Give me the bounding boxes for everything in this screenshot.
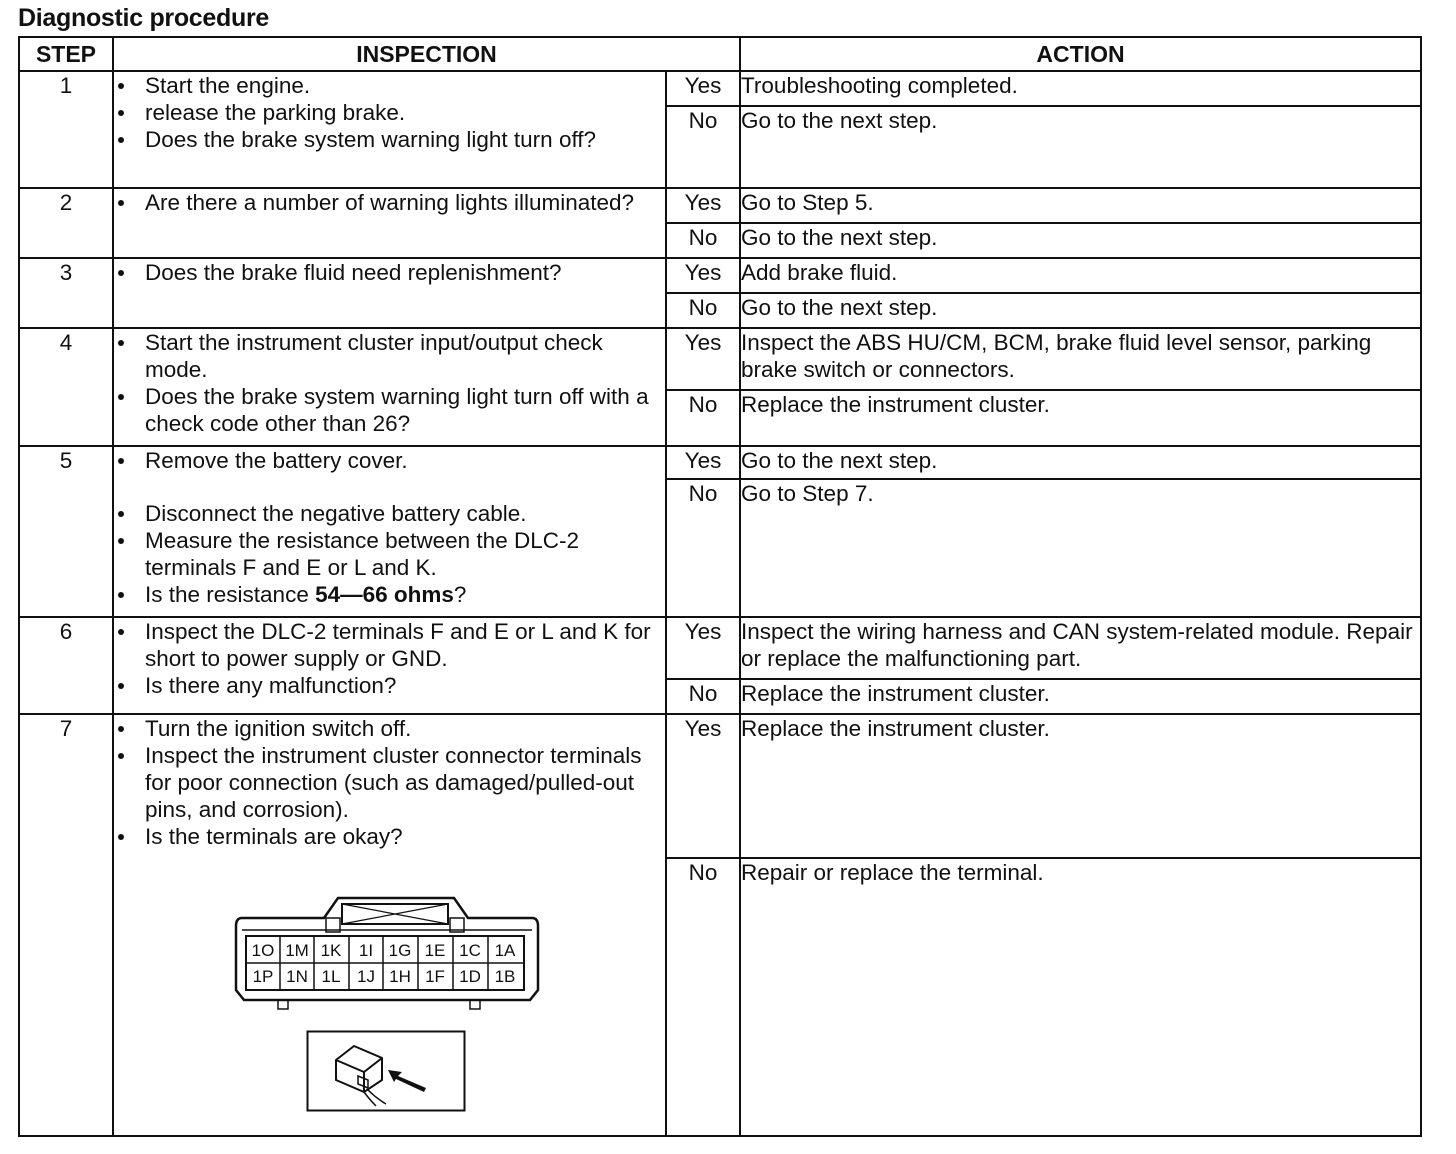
yes-action: Replace the instrument cluster. — [740, 714, 1421, 858]
table-row — [19, 71, 1421, 106]
inspection-item — [114, 581, 665, 608]
inspection-item: Inspect the instrument cluster connector terminals for poor connection (such as damaged/pulled-out pins, and corrosion). — [114, 742, 665, 823]
inspection-cell — [113, 446, 666, 617]
pin-label: 1O — [251, 941, 275, 960]
step-number: 5 — [19, 446, 113, 617]
no-label: No — [666, 293, 740, 328]
inspection-cell — [113, 71, 666, 188]
inspection-cell — [113, 258, 666, 328]
no-label: No — [666, 479, 740, 617]
pin-label: 1C — [459, 941, 481, 960]
pin-label: 1D — [459, 967, 481, 986]
yes-label: Yes — [666, 258, 740, 293]
step-number: 7 — [19, 714, 113, 1136]
pin-label: 1P — [252, 967, 274, 986]
yes-label: Yes — [666, 714, 740, 858]
inspection-item: Measure the resistance between the DLC-2 terminals F and E or L and K. — [114, 527, 665, 581]
yes-label: Yes — [666, 188, 740, 223]
pin-label: 1H — [389, 967, 411, 986]
inspection-item: Start the engine. — [114, 72, 665, 99]
inspection-text: Is the resistance — [145, 582, 316, 607]
no-label: No — [666, 858, 740, 1136]
no-action: Go to the next step. — [740, 223, 1421, 258]
view-direction-icon — [306, 1030, 466, 1112]
pin-label: 1M — [285, 941, 309, 960]
pin-label: 1F — [425, 967, 445, 986]
yes-label: Yes — [666, 328, 740, 390]
pin-label: 1K — [320, 941, 342, 960]
header-inspection: INSPECTION — [113, 37, 740, 71]
header-row — [19, 37, 1421, 71]
inspection-item: Are there a number of warning lights illuminated? — [114, 189, 665, 216]
yes-label: Yes — [666, 446, 740, 479]
yes-action: Add brake fluid. — [740, 258, 1421, 293]
pin-label: 1E — [424, 941, 446, 960]
yes-action: Troubleshooting completed. — [740, 71, 1421, 106]
inspection-text: ? — [453, 582, 467, 607]
inspection-item: Start the instrument cluster input/output check mode. — [114, 329, 665, 383]
inspection-item: Is the terminals are okay? — [114, 823, 665, 850]
header-step: STEP — [19, 37, 113, 71]
header-action: ACTION — [740, 37, 1421, 71]
step-number: 1 — [19, 71, 113, 188]
no-label: No — [666, 390, 740, 446]
figures — [114, 850, 665, 1120]
page-title: Diagnostic procedure — [18, 4, 269, 32]
inspection-cell — [113, 714, 666, 1136]
pin-label: 1A — [494, 941, 516, 960]
no-label: No — [666, 106, 740, 188]
inspection-cell — [113, 328, 666, 446]
yes-action: Inspect the ABS HU/CM, BCM, brake fluid level sensor, parking brake switch or connectors. — [740, 328, 1421, 390]
table-row — [19, 714, 1421, 858]
no-action: Go to the next step. — [740, 293, 1421, 328]
no-label: No — [666, 223, 740, 258]
no-label: No — [666, 679, 740, 714]
yes-label: Yes — [666, 71, 740, 106]
pin-label: 1I — [358, 941, 374, 960]
pin-label: 1J — [357, 967, 375, 986]
table-row — [19, 446, 1421, 479]
no-action: Repair or replace the terminal. — [740, 858, 1421, 1136]
inspection-item: Does the brake fluid need replenishment? — [114, 259, 665, 286]
pin-label: 1B — [494, 967, 516, 986]
table-row — [19, 328, 1421, 390]
inspection-cell — [113, 617, 666, 714]
diagnostic-table — [18, 36, 1422, 1137]
yes-action: Go to Step 5. — [740, 188, 1421, 223]
step-number: 4 — [19, 328, 113, 446]
yes-action: Go to the next step. — [740, 446, 1421, 479]
inspection-item: release the parking brake. — [114, 99, 665, 126]
inspection-item: Turn the ignition switch off. — [114, 715, 665, 742]
no-action: Replace the instrument cluster. — [740, 390, 1421, 446]
inspection-item: Disconnect the negative battery cable. — [114, 500, 665, 527]
no-action: Replace the instrument cluster. — [740, 679, 1421, 714]
pin-label: 1N — [286, 967, 308, 986]
yes-label: Yes — [666, 617, 740, 679]
step-number: 6 — [19, 617, 113, 714]
resistance-spec: 54—66 ohms — [315, 582, 454, 607]
inspection-item: Is there any malfunction? — [114, 672, 665, 699]
connector-diagram — [232, 890, 542, 1015]
table-row — [19, 258, 1421, 293]
yes-action: Inspect the wiring harness and CAN system-related module. Repair or replace the malfunctioning part. — [740, 617, 1421, 679]
pin-label: 1L — [321, 967, 341, 986]
step-number: 3 — [19, 258, 113, 328]
inspection-cell — [113, 188, 666, 258]
inspection-item: Does the brake system warning light turn off with a check code other than 26? — [114, 383, 665, 437]
table-row — [19, 188, 1421, 223]
inspection-item: Inspect the DLC-2 terminals F and E or L and K for short to power supply or GND. — [114, 618, 665, 672]
no-action: Go to Step 7. — [740, 479, 1421, 617]
table-row — [19, 617, 1421, 679]
step-number: 2 — [19, 188, 113, 258]
inspection-item: Does the brake system warning light turn off? — [114, 126, 665, 153]
no-action: Go to the next step. — [740, 106, 1421, 188]
inspection-item: Remove the battery cover. — [114, 447, 665, 474]
pin-label: 1G — [388, 941, 412, 960]
